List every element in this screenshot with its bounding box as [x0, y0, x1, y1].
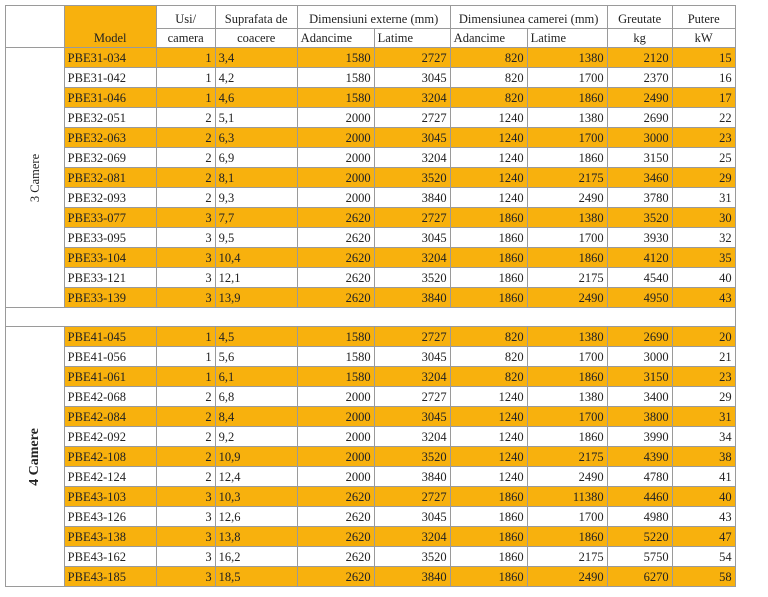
cell-cam-latime: 2490 — [527, 467, 607, 487]
cell-ext-adancime: 2620 — [297, 507, 374, 527]
table-row — [6, 168, 736, 188]
cell-greutate: 3400 — [607, 387, 672, 407]
cell-ext-latime: 3045 — [374, 407, 450, 427]
header-supra-bottom: coacere — [215, 29, 297, 48]
cell-greutate: 4950 — [607, 288, 672, 308]
table-row — [6, 108, 736, 128]
cell-ext-latime: 3204 — [374, 427, 450, 447]
cell-cam-adancime: 820 — [450, 367, 527, 387]
cell-model: PBE43-126 — [64, 507, 156, 527]
cell-cam-latime: 11380 — [527, 487, 607, 507]
cell-greutate: 4460 — [607, 487, 672, 507]
cell-cam-adancime: 820 — [450, 347, 527, 367]
cell-model: PBE42-068 — [64, 387, 156, 407]
table-row — [6, 88, 736, 108]
cell-cam-latime: 2175 — [527, 447, 607, 467]
cell-cam-adancime: 1860 — [450, 567, 527, 587]
cell-greutate: 4540 — [607, 268, 672, 288]
cell-usi: 3 — [156, 268, 215, 288]
cell-suprafata: 10,4 — [215, 248, 297, 268]
cell-putere: 23 — [672, 128, 735, 148]
table-row — [6, 288, 736, 308]
cell-model: PBE31-042 — [64, 68, 156, 88]
cell-greutate: 3930 — [607, 228, 672, 248]
table-row — [6, 367, 736, 387]
table-row — [6, 467, 736, 487]
table-row — [6, 48, 736, 68]
cell-ext-latime: 3840 — [374, 467, 450, 487]
cell-putere: 35 — [672, 248, 735, 268]
table-row — [6, 327, 736, 347]
cell-cam-adancime: 1860 — [450, 208, 527, 228]
cell-ext-latime: 3204 — [374, 88, 450, 108]
cell-ext-latime: 3204 — [374, 367, 450, 387]
cell-suprafata: 6,3 — [215, 128, 297, 148]
header-greutate-top: Greutate — [607, 6, 672, 29]
cell-greutate: 3150 — [607, 367, 672, 387]
cell-cam-adancime: 1240 — [450, 467, 527, 487]
cell-ext-adancime: 2000 — [297, 148, 374, 168]
cell-suprafata: 7,7 — [215, 208, 297, 228]
cell-cam-latime: 1380 — [527, 327, 607, 347]
cell-putere: 41 — [672, 467, 735, 487]
cell-usi: 2 — [156, 447, 215, 467]
cell-greutate: 3990 — [607, 427, 672, 447]
cell-model: PBE41-061 — [64, 367, 156, 387]
cell-cam-latime: 1700 — [527, 128, 607, 148]
cell-cam-latime: 1860 — [527, 367, 607, 387]
cell-ext-adancime: 2620 — [297, 288, 374, 308]
cell-usi: 3 — [156, 487, 215, 507]
cell-suprafata: 8,4 — [215, 407, 297, 427]
cell-ext-adancime: 2000 — [297, 447, 374, 467]
cell-ext-latime: 2727 — [374, 208, 450, 228]
corner-cell — [6, 6, 65, 48]
cell-model: PBE42-108 — [64, 447, 156, 467]
cell-cam-latime: 1380 — [527, 108, 607, 128]
table-row — [6, 427, 736, 447]
cell-usi: 2 — [156, 108, 215, 128]
cell-cam-adancime: 1240 — [450, 427, 527, 447]
cell-cam-adancime: 1860 — [450, 248, 527, 268]
cell-ext-latime: 3045 — [374, 228, 450, 248]
group-label: 3 Camere — [27, 153, 42, 202]
cell-ext-latime: 3045 — [374, 507, 450, 527]
spacer-cell — [607, 308, 672, 327]
cell-putere: 31 — [672, 407, 735, 427]
cell-usi: 2 — [156, 168, 215, 188]
cell-ext-latime: 2727 — [374, 387, 450, 407]
cell-greutate: 3520 — [607, 208, 672, 228]
cell-model: PBE41-056 — [64, 347, 156, 367]
cell-greutate: 3780 — [607, 188, 672, 208]
cell-putere: 40 — [672, 268, 735, 288]
cell-greutate: 4120 — [607, 248, 672, 268]
cell-ext-adancime: 2620 — [297, 208, 374, 228]
cell-ext-latime: 3520 — [374, 447, 450, 467]
cell-suprafata: 8,1 — [215, 168, 297, 188]
cell-cam-latime: 1380 — [527, 48, 607, 68]
cell-ext-adancime: 2620 — [297, 547, 374, 567]
cell-greutate: 4390 — [607, 447, 672, 467]
cell-cam-adancime: 1860 — [450, 487, 527, 507]
cell-greutate: 3800 — [607, 407, 672, 427]
cell-suprafata: 12,1 — [215, 268, 297, 288]
cell-ext-adancime: 2000 — [297, 108, 374, 128]
cell-model: PBE31-034 — [64, 48, 156, 68]
spacer-cell — [64, 308, 156, 327]
cell-cam-adancime: 1240 — [450, 108, 527, 128]
cell-putere: 15 — [672, 48, 735, 68]
header-greutate-bottom: kg — [607, 29, 672, 48]
cell-cam-latime: 1380 — [527, 387, 607, 407]
cell-model: PBE32-081 — [64, 168, 156, 188]
cell-cam-latime: 1700 — [527, 347, 607, 367]
cell-ext-adancime: 2620 — [297, 487, 374, 507]
cell-putere: 38 — [672, 447, 735, 467]
cell-ext-latime: 2727 — [374, 487, 450, 507]
cell-cam-latime: 2490 — [527, 288, 607, 308]
cell-ext-adancime: 2000 — [297, 407, 374, 427]
cell-model: PBE42-092 — [64, 427, 156, 447]
cell-cam-latime: 2175 — [527, 168, 607, 188]
cell-model: PBE33-104 — [64, 248, 156, 268]
cell-suprafata: 6,8 — [215, 387, 297, 407]
cell-usi: 1 — [156, 88, 215, 108]
cell-suprafata: 12,4 — [215, 467, 297, 487]
table-row — [6, 387, 736, 407]
cell-cam-latime: 2490 — [527, 567, 607, 587]
table-row — [6, 268, 736, 288]
cell-suprafata: 12,6 — [215, 507, 297, 527]
cell-putere: 29 — [672, 168, 735, 188]
cell-putere: 23 — [672, 367, 735, 387]
header-usi-bottom: camera — [156, 29, 215, 48]
cell-ext-adancime: 2620 — [297, 527, 374, 547]
cell-ext-adancime: 1580 — [297, 327, 374, 347]
group-spacer-row — [6, 308, 736, 327]
cell-greutate: 2490 — [607, 88, 672, 108]
cell-usi: 3 — [156, 567, 215, 587]
cell-ext-adancime: 1580 — [297, 88, 374, 108]
cell-usi: 2 — [156, 407, 215, 427]
cell-suprafata: 5,6 — [215, 347, 297, 367]
cell-putere: 32 — [672, 228, 735, 248]
cell-ext-adancime: 1580 — [297, 48, 374, 68]
cell-suprafata: 16,2 — [215, 547, 297, 567]
header-dim-cam: Dimensiunea camerei (mm) — [450, 6, 607, 29]
cell-ext-adancime: 2620 — [297, 567, 374, 587]
cell-greutate: 2370 — [607, 68, 672, 88]
cell-putere: 20 — [672, 327, 735, 347]
cell-ext-adancime: 2000 — [297, 467, 374, 487]
cell-usi: 2 — [156, 427, 215, 447]
cell-suprafata: 4,6 — [215, 88, 297, 108]
table-row — [6, 407, 736, 427]
table-row — [6, 188, 736, 208]
cell-suprafata: 18,5 — [215, 567, 297, 587]
cell-ext-adancime: 2620 — [297, 268, 374, 288]
cell-ext-latime: 3520 — [374, 547, 450, 567]
cell-cam-adancime: 1240 — [450, 148, 527, 168]
cell-usi: 1 — [156, 347, 215, 367]
cell-ext-adancime: 2620 — [297, 228, 374, 248]
cell-usi: 2 — [156, 128, 215, 148]
cell-usi: 2 — [156, 188, 215, 208]
cell-suprafata: 3,4 — [215, 48, 297, 68]
cell-greutate: 3460 — [607, 168, 672, 188]
spacer-cell — [215, 308, 297, 327]
cell-cam-latime: 1700 — [527, 407, 607, 427]
spacer-cell — [450, 308, 527, 327]
table-row — [6, 447, 736, 467]
cell-suprafata: 9,5 — [215, 228, 297, 248]
cell-putere: 31 — [672, 188, 735, 208]
cell-ext-latime: 3045 — [374, 347, 450, 367]
header-ext-adancime: Adancime — [297, 29, 374, 48]
header-cam-latime: Latime — [527, 29, 607, 48]
cell-cam-adancime: 1860 — [450, 547, 527, 567]
cell-model: PBE43-138 — [64, 527, 156, 547]
cell-suprafata: 4,5 — [215, 327, 297, 347]
table-body — [6, 48, 736, 587]
cell-greutate: 2120 — [607, 48, 672, 68]
header-dim-ext: Dimensiuni externe (mm) — [297, 6, 450, 29]
cell-ext-adancime: 2000 — [297, 427, 374, 447]
cell-cam-latime: 1860 — [527, 248, 607, 268]
cell-usi: 3 — [156, 208, 215, 228]
table-row — [6, 148, 736, 168]
cell-model: PBE32-069 — [64, 148, 156, 168]
cell-cam-adancime: 820 — [450, 88, 527, 108]
cell-ext-adancime: 2000 — [297, 188, 374, 208]
table-row — [6, 487, 736, 507]
cell-model: PBE43-185 — [64, 567, 156, 587]
cell-usi: 3 — [156, 547, 215, 567]
header-row-top — [6, 6, 736, 29]
cell-ext-adancime: 2620 — [297, 248, 374, 268]
cell-cam-latime: 1860 — [527, 527, 607, 547]
cell-greutate: 6270 — [607, 567, 672, 587]
cell-suprafata: 6,9 — [215, 148, 297, 168]
oven-specs-table — [5, 5, 736, 587]
table-row — [6, 527, 736, 547]
header-cam-adancime: Adancime — [450, 29, 527, 48]
cell-ext-adancime: 2000 — [297, 387, 374, 407]
cell-ext-latime: 3204 — [374, 248, 450, 268]
cell-suprafata: 4,2 — [215, 68, 297, 88]
cell-ext-latime: 3204 — [374, 148, 450, 168]
header-putere-top: Putere — [672, 6, 735, 29]
group-label: 4 Camere — [26, 428, 42, 486]
header-ext-latime: Latime — [374, 29, 450, 48]
cell-suprafata: 9,2 — [215, 427, 297, 447]
cell-suprafata: 6,1 — [215, 367, 297, 387]
table-row — [6, 248, 736, 268]
cell-cam-latime: 2490 — [527, 188, 607, 208]
cell-cam-adancime: 1860 — [450, 507, 527, 527]
cell-cam-adancime: 820 — [450, 48, 527, 68]
cell-ext-latime: 3840 — [374, 188, 450, 208]
cell-cam-adancime: 1240 — [450, 188, 527, 208]
cell-ext-latime: 3840 — [374, 567, 450, 587]
cell-usi: 1 — [156, 68, 215, 88]
cell-greutate: 4780 — [607, 467, 672, 487]
table-row — [6, 347, 736, 367]
table-row — [6, 567, 736, 587]
cell-putere: 22 — [672, 108, 735, 128]
group-label-cell — [6, 48, 65, 308]
group-label-cell — [6, 327, 65, 587]
cell-putere: 47 — [672, 527, 735, 547]
cell-putere: 16 — [672, 68, 735, 88]
cell-putere: 34 — [672, 427, 735, 447]
cell-greutate: 2690 — [607, 327, 672, 347]
cell-model: PBE42-084 — [64, 407, 156, 427]
cell-model: PBE33-077 — [64, 208, 156, 228]
cell-usi: 1 — [156, 48, 215, 68]
cell-cam-adancime: 1860 — [450, 268, 527, 288]
cell-usi: 1 — [156, 327, 215, 347]
cell-cam-adancime: 820 — [450, 327, 527, 347]
cell-ext-latime: 3520 — [374, 168, 450, 188]
cell-ext-adancime: 1580 — [297, 68, 374, 88]
cell-ext-latime: 3520 — [374, 268, 450, 288]
table-row — [6, 547, 736, 567]
cell-ext-adancime: 1580 — [297, 347, 374, 367]
cell-cam-latime: 2175 — [527, 268, 607, 288]
cell-usi: 3 — [156, 527, 215, 547]
cell-ext-latime: 2727 — [374, 108, 450, 128]
cell-cam-adancime: 1240 — [450, 387, 527, 407]
cell-model: PBE33-139 — [64, 288, 156, 308]
spacer-cell — [6, 308, 65, 327]
cell-putere: 43 — [672, 288, 735, 308]
cell-cam-adancime: 1860 — [450, 288, 527, 308]
cell-model: PBE42-124 — [64, 467, 156, 487]
cell-cam-adancime: 1240 — [450, 447, 527, 467]
cell-cam-adancime: 1860 — [450, 527, 527, 547]
table-row — [6, 68, 736, 88]
cell-usi: 3 — [156, 507, 215, 527]
cell-cam-latime: 1700 — [527, 228, 607, 248]
cell-ext-adancime: 1580 — [297, 367, 374, 387]
cell-model: PBE31-046 — [64, 88, 156, 108]
table-row — [6, 128, 736, 148]
header-usi-top: Usi/ — [156, 6, 215, 29]
table-row — [6, 228, 736, 248]
cell-cam-latime: 1860 — [527, 427, 607, 447]
cell-suprafata: 13,8 — [215, 527, 297, 547]
spacer-cell — [672, 308, 735, 327]
header-supra-top: Suprafata de — [215, 6, 297, 29]
cell-cam-adancime: 1240 — [450, 168, 527, 188]
cell-cam-adancime: 820 — [450, 68, 527, 88]
cell-cam-latime: 2175 — [527, 547, 607, 567]
cell-ext-adancime: 2000 — [297, 128, 374, 148]
cell-greutate: 3000 — [607, 128, 672, 148]
cell-suprafata: 13,9 — [215, 288, 297, 308]
table-row — [6, 208, 736, 228]
cell-model: PBE41-045 — [64, 327, 156, 347]
cell-model: PBE32-063 — [64, 128, 156, 148]
cell-suprafata: 10,9 — [215, 447, 297, 467]
cell-ext-latime: 3045 — [374, 68, 450, 88]
cell-greutate: 3000 — [607, 347, 672, 367]
cell-model: PBE33-095 — [64, 228, 156, 248]
cell-putere: 29 — [672, 387, 735, 407]
cell-putere: 25 — [672, 148, 735, 168]
spacer-cell — [527, 308, 607, 327]
cell-suprafata: 10,3 — [215, 487, 297, 507]
cell-usi: 3 — [156, 228, 215, 248]
cell-ext-latime: 3840 — [374, 288, 450, 308]
cell-cam-latime: 1700 — [527, 507, 607, 527]
cell-ext-latime: 3045 — [374, 128, 450, 148]
header-putere-bottom: kW — [672, 29, 735, 48]
cell-usi: 2 — [156, 387, 215, 407]
cell-usi: 2 — [156, 467, 215, 487]
spacer-cell — [297, 308, 374, 327]
cell-suprafata: 5,1 — [215, 108, 297, 128]
cell-putere: 58 — [672, 567, 735, 587]
cell-putere: 40 — [672, 487, 735, 507]
cell-putere: 30 — [672, 208, 735, 228]
cell-suprafata: 9,3 — [215, 188, 297, 208]
cell-model: PBE32-051 — [64, 108, 156, 128]
cell-cam-adancime: 1860 — [450, 228, 527, 248]
cell-greutate: 3150 — [607, 148, 672, 168]
cell-cam-adancime: 1240 — [450, 407, 527, 427]
cell-cam-latime: 1860 — [527, 88, 607, 108]
cell-usi: 3 — [156, 288, 215, 308]
cell-ext-latime: 2727 — [374, 48, 450, 68]
cell-cam-latime: 1380 — [527, 208, 607, 228]
cell-ext-latime: 2727 — [374, 327, 450, 347]
spacer-cell — [156, 308, 215, 327]
cell-ext-adancime: 2000 — [297, 168, 374, 188]
cell-greutate: 5750 — [607, 547, 672, 567]
cell-model: PBE43-103 — [64, 487, 156, 507]
cell-greutate: 5220 — [607, 527, 672, 547]
cell-usi: 2 — [156, 148, 215, 168]
cell-usi: 3 — [156, 248, 215, 268]
spacer-cell — [374, 308, 450, 327]
cell-putere: 17 — [672, 88, 735, 108]
cell-cam-latime: 1700 — [527, 68, 607, 88]
cell-model: PBE32-093 — [64, 188, 156, 208]
cell-cam-adancime: 1240 — [450, 128, 527, 148]
cell-model: PBE33-121 — [64, 268, 156, 288]
cell-usi: 1 — [156, 367, 215, 387]
cell-model: PBE43-162 — [64, 547, 156, 567]
header-model: Model — [64, 6, 156, 48]
cell-ext-latime: 3204 — [374, 527, 450, 547]
cell-putere: 43 — [672, 507, 735, 527]
cell-putere: 54 — [672, 547, 735, 567]
cell-greutate: 4980 — [607, 507, 672, 527]
cell-greutate: 2690 — [607, 108, 672, 128]
cell-putere: 21 — [672, 347, 735, 367]
table-row — [6, 507, 736, 527]
cell-cam-latime: 1860 — [527, 148, 607, 168]
